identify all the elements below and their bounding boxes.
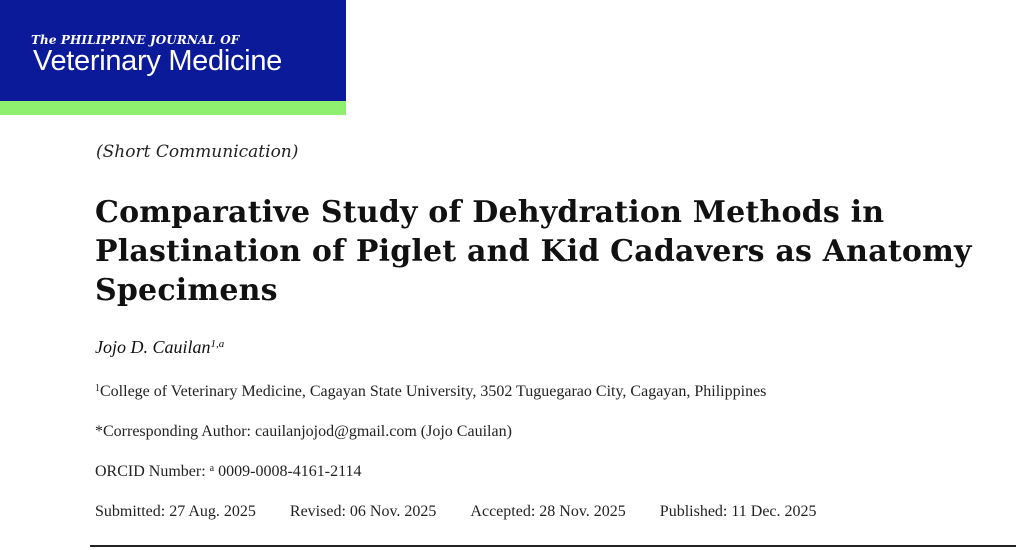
affiliation-marker: 1 — [95, 383, 100, 394]
orcid-line — [95, 463, 362, 481]
journal-name: Veterinary Medicine — [33, 45, 282, 77]
author-line — [95, 337, 224, 358]
published-date: Published: 11 Dec. 2025 — [659, 503, 817, 520]
affiliation-text: College of Veterinary Medicine, Cagayan State University, 3502 Tuguegarao City, Cagayan, Philippines — [100, 383, 767, 400]
journal-name-prefix: The PHILIPPINE JOURNAL OF — [31, 33, 240, 47]
journal-banner — [0, 0, 346, 101]
article-type: (Short Communication) — [96, 142, 299, 162]
article-title: Comparative Study of Dehydration Methods in Plastination of Piglet and Kid Cadavers as Anatomy Specimens — [95, 195, 972, 308]
publication-dates — [95, 503, 817, 521]
revised-date: Revised: 06 Nov. 2025 — [289, 503, 437, 520]
orcid-id: 0009-0008-4161-2114 — [218, 463, 362, 480]
corresponding-author: *Corresponding Author: cauilanjojod@gmail.com (Jojo Cauilan) — [95, 423, 512, 440]
accepted-date: Accepted: 28 Nov. 2025 — [470, 503, 626, 520]
author-superscript: 1,a — [210, 338, 225, 350]
orcid-marker: a — [209, 463, 215, 474]
author-name: Jojo D. Cauilan — [95, 337, 211, 357]
orcid-label: ORCID Number: — [95, 463, 206, 480]
banner-accent-stripe — [0, 101, 346, 115]
submitted-date: Submitted: 27 Aug. 2025 — [95, 503, 256, 520]
affiliation — [95, 383, 766, 401]
header-divider — [90, 545, 1016, 547]
